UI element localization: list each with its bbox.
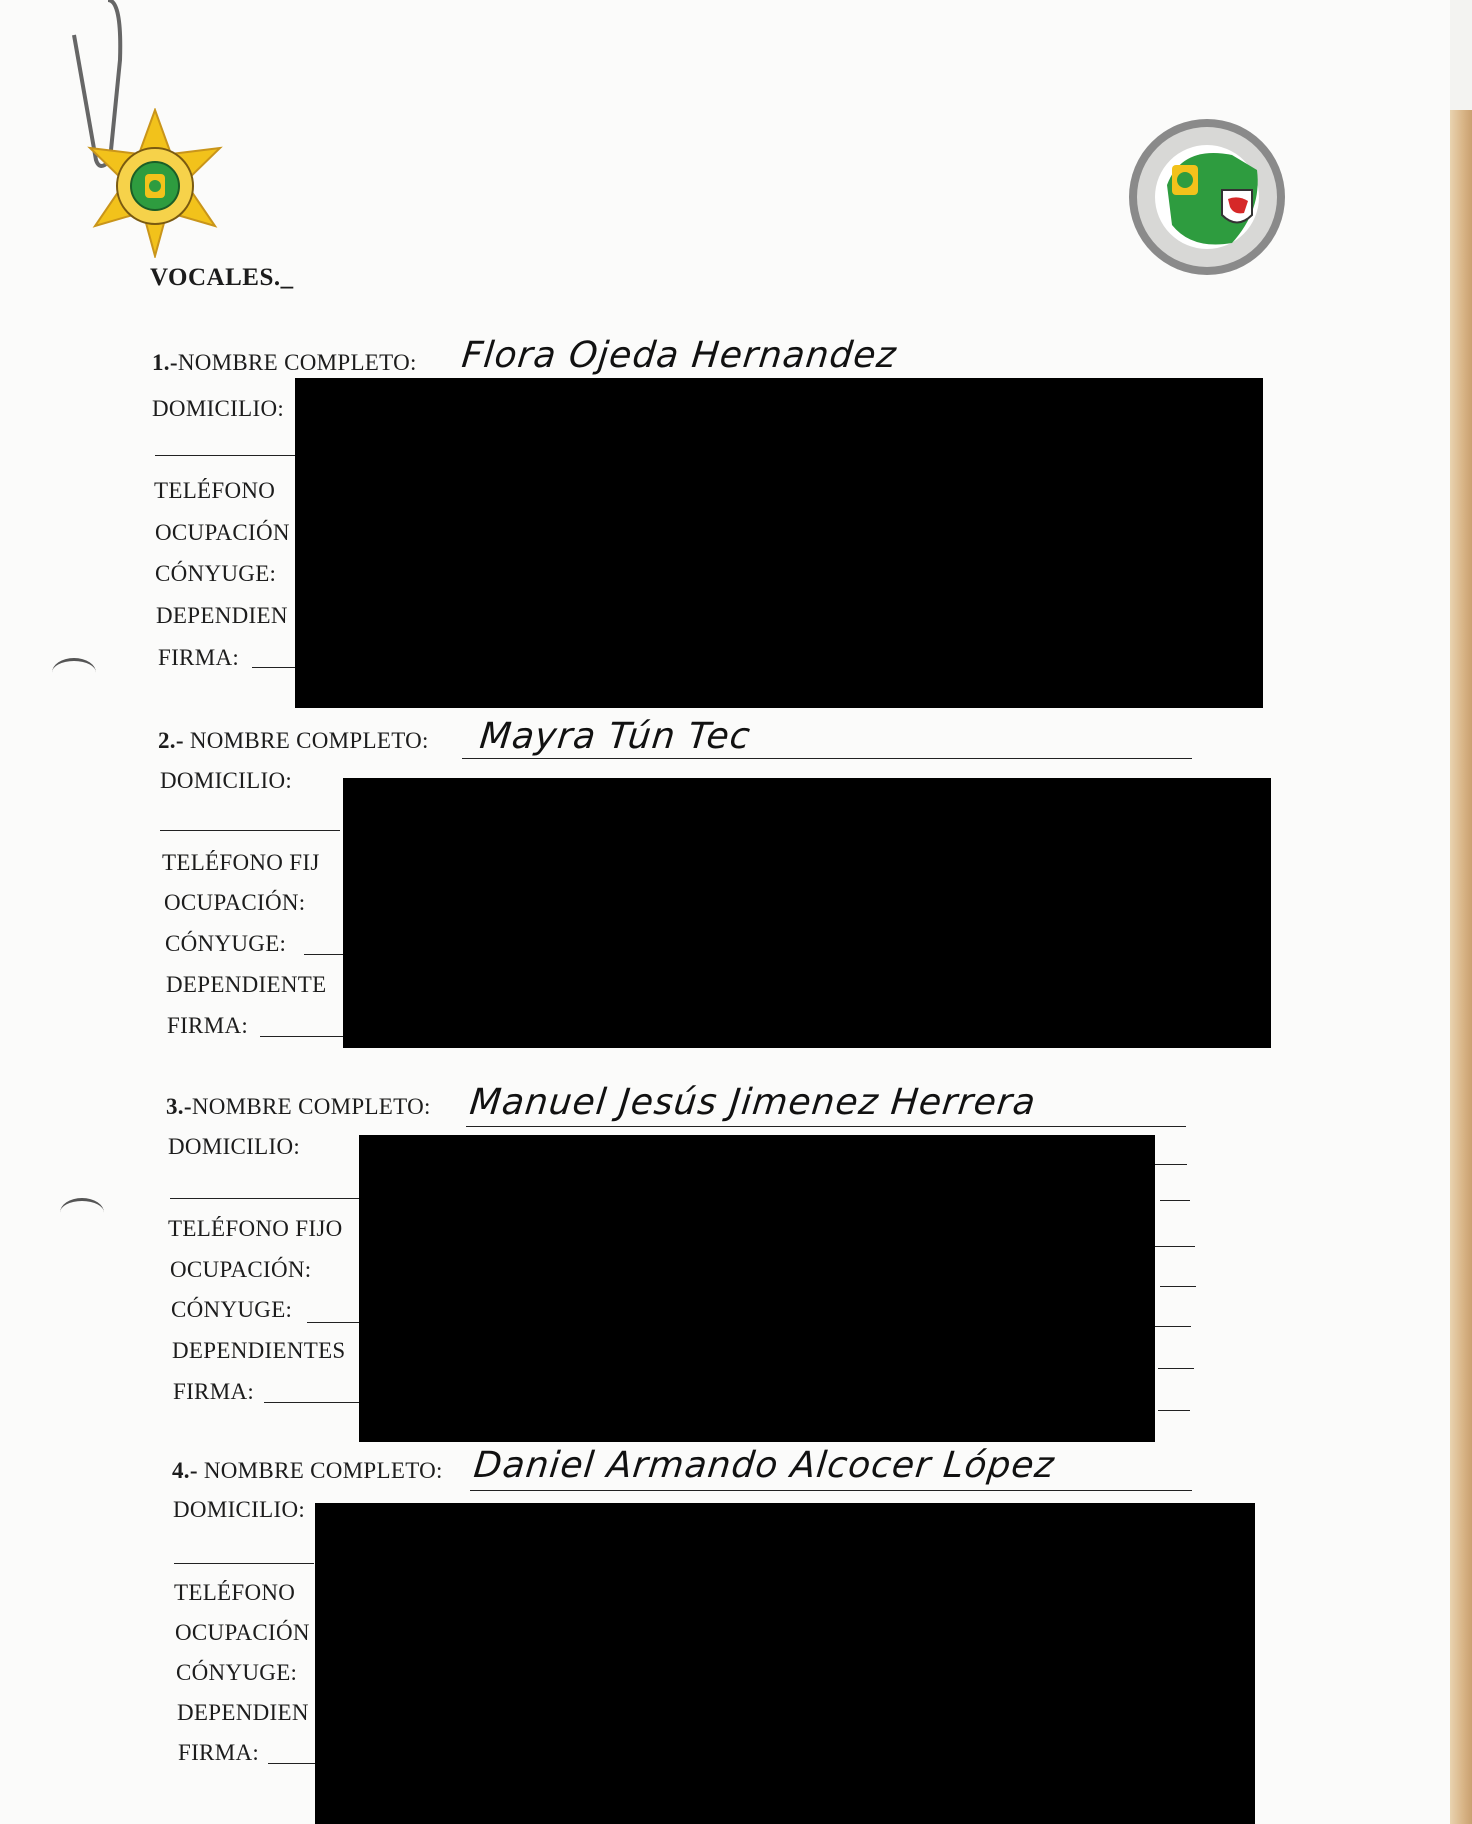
ocupacion-label: OCUPACIÓN:	[164, 890, 306, 915]
ocupacion-label: OCUPACIÓN	[175, 1620, 310, 1645]
dependientes-label: DEPENDIENTE	[166, 972, 327, 997]
domicilio-label: DOMICILIO:	[168, 1134, 301, 1159]
record-number: 4.-	[172, 1458, 198, 1483]
dependientes-label: DEPENDIENTES	[172, 1338, 346, 1363]
line-stub	[1160, 1286, 1196, 1287]
telefono-label: TELÉFONO FIJO	[168, 1216, 343, 1241]
binder-edge	[1450, 110, 1472, 1824]
conyuge-label: CÓNYUGE:	[165, 931, 287, 956]
nombre-line	[462, 758, 1192, 759]
firma-line	[268, 1763, 318, 1764]
firma-line	[260, 1036, 344, 1037]
firma-label: FIRMA:	[173, 1379, 255, 1404]
domicilio-line	[170, 1198, 360, 1199]
record-number: 2.-	[158, 728, 184, 753]
line-stub	[1155, 1164, 1187, 1165]
section-heading: VOCALES._	[150, 264, 294, 291]
handwritten-name: Flora Ojeda Hernandez	[459, 335, 899, 376]
ssp-yucatan-seal	[85, 108, 225, 258]
handwritten-name: Manuel Jesús Jimenez Herrera	[467, 1082, 1039, 1123]
line-stub	[1158, 1368, 1194, 1369]
handwritten-name: Mayra Tún Tec	[477, 716, 753, 757]
ocupacion-label: OCUPACIÓN:	[170, 1257, 312, 1282]
firma-line	[264, 1402, 360, 1403]
handwritten-name: Daniel Armando Alcocer López	[471, 1445, 1057, 1486]
nombre-label: NOMBRE COMPLETO:	[197, 1458, 443, 1483]
record-number: 1.-	[152, 350, 178, 375]
firma-label: FIRMA:	[158, 645, 240, 670]
conyuge-label: CÓNYUGE:	[176, 1660, 298, 1685]
telefono-label: TELÉFONO FIJ	[162, 850, 320, 875]
domicilio-label: DOMICILIO:	[160, 768, 293, 793]
conyuge-label: CÓNYUGE:	[155, 561, 277, 586]
redaction-block	[315, 1503, 1255, 1824]
conyuge-line	[307, 1322, 359, 1323]
conyuge-line	[304, 954, 344, 955]
nombre-line	[466, 1126, 1186, 1127]
nombre-row	[152, 350, 417, 376]
nombre-label: NOMBRE COMPLETO:	[183, 728, 429, 753]
conyuge-label: CÓNYUGE:	[171, 1297, 293, 1322]
dependientes-label: DEPENDIEN	[156, 603, 288, 628]
nombre-row	[172, 1458, 443, 1484]
nombre-label: NOMBRE COMPLETO:	[177, 350, 417, 375]
domicilio-line	[155, 455, 295, 456]
consejo-estatal-seal	[1122, 115, 1292, 280]
redaction-block	[359, 1135, 1155, 1442]
telefono-label: TELÉFONO	[154, 478, 276, 503]
firma-label: FIRMA:	[178, 1740, 260, 1765]
nombre-label: NOMBRE COMPLETO:	[191, 1094, 431, 1119]
nombre-row	[166, 1094, 431, 1120]
line-stub	[1158, 1410, 1190, 1411]
domicilio-line	[160, 830, 340, 831]
ocupacion-label: OCUPACIÓN	[155, 520, 290, 545]
line-stub	[1160, 1200, 1190, 1201]
telefono-label: TELÉFONO	[174, 1580, 296, 1605]
redaction-block	[343, 778, 1271, 1048]
record-number: 3.-	[166, 1094, 192, 1119]
redaction-block	[295, 378, 1263, 708]
domicilio-line	[174, 1563, 314, 1564]
line-stub	[1155, 1326, 1191, 1327]
line-stub	[1155, 1246, 1195, 1247]
firma-label: FIRMA:	[167, 1013, 249, 1038]
nombre-row	[158, 728, 429, 754]
domicilio-label: DOMICILIO:	[152, 396, 285, 421]
binder-hole-mark	[60, 1198, 104, 1227]
domicilio-label: DOMICILIO:	[173, 1497, 306, 1522]
binder-hole-mark	[52, 658, 96, 687]
dependientes-label: DEPENDIEN	[177, 1700, 309, 1725]
nombre-line	[470, 1490, 1192, 1491]
